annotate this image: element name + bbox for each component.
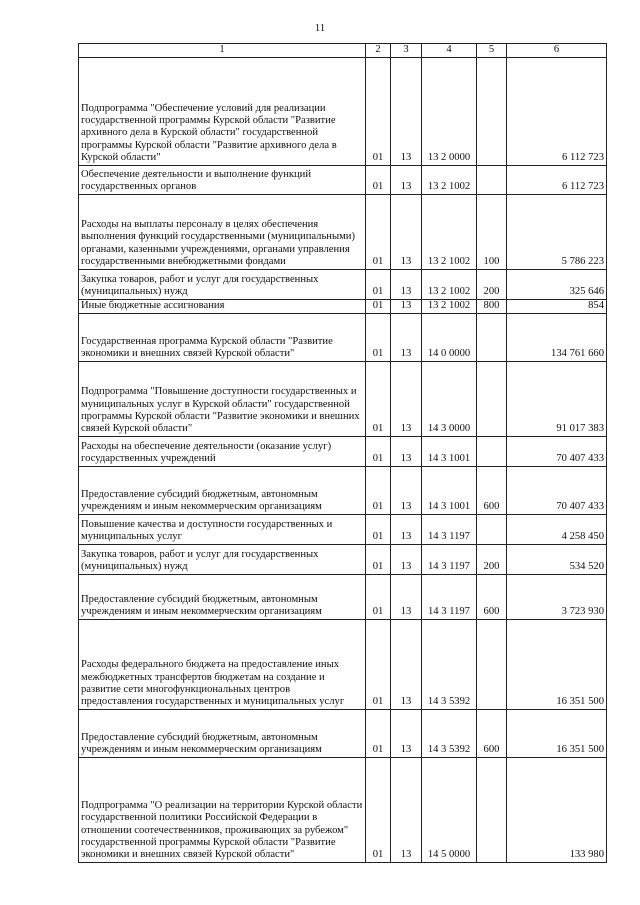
table-row: [79, 758, 607, 863]
row-amount: 4 258 450: [507, 515, 607, 545]
row-code-5: [477, 58, 507, 166]
table-row: [79, 300, 607, 314]
row-amount: 3 723 930: [507, 575, 607, 620]
row-code-3: 13: [391, 620, 422, 710]
table-row: [79, 515, 607, 545]
row-code-5: 200: [477, 545, 507, 575]
row-code-4: 13 2 1002: [422, 166, 477, 195]
row-code-4: 13 2 1002: [422, 270, 477, 300]
row-code-4: 14 3 1001: [422, 467, 477, 515]
row-name: Государственная программа Курской области "Развитие экономики и внешних связей Курской области": [79, 314, 366, 362]
table-row: [79, 58, 607, 166]
row-code-5: [477, 362, 507, 437]
row-code-5: [477, 166, 507, 195]
row-code-3: 13: [391, 58, 422, 166]
row-code-2: 01: [366, 467, 391, 515]
row-code-5: 800: [477, 300, 507, 314]
row-code-2: 01: [366, 195, 391, 270]
row-code-3: 13: [391, 575, 422, 620]
row-code-4: 14 3 5392: [422, 620, 477, 710]
row-code-4: 13 2 0000: [422, 58, 477, 166]
row-code-2: 01: [366, 362, 391, 437]
table-row: [79, 195, 607, 270]
column-header: 1: [79, 44, 366, 58]
row-code-2: 01: [366, 300, 391, 314]
table-row: [79, 710, 607, 758]
row-amount: 5 786 223: [507, 195, 607, 270]
row-code-5: 600: [477, 467, 507, 515]
row-amount: 91 017 383: [507, 362, 607, 437]
row-name: Расходы федерального бюджета на предоставление иных межбюджетных трансфертов бюджетам на создание и развитие сети многофункциональных центров предоставления государственных и муниципальных услуг: [79, 620, 366, 710]
table-row: [79, 362, 607, 437]
row-name: Иные бюджетные ассигнования: [79, 300, 366, 314]
row-code-3: 13: [391, 515, 422, 545]
row-name: Подпрограмма "Обеспечение условий для реализации государственной программы Курской области "Развитие архивного дела в Курской области" государственной программы Курской области "Развитие архивного дела в Курской области": [79, 58, 366, 166]
row-code-5: 600: [477, 710, 507, 758]
table-row: [79, 166, 607, 195]
row-code-3: 13: [391, 545, 422, 575]
row-code-5: 100: [477, 195, 507, 270]
table-row: [79, 575, 607, 620]
row-code-2: 01: [366, 758, 391, 863]
row-amount: 6 112 723: [507, 58, 607, 166]
row-code-4: 14 3 1197: [422, 575, 477, 620]
table-header-row: [79, 44, 607, 58]
row-code-3: 13: [391, 270, 422, 300]
row-code-2: 01: [366, 58, 391, 166]
row-code-3: 13: [391, 166, 422, 195]
row-amount: 16 351 500: [507, 620, 607, 710]
page-number: 11: [314, 22, 326, 34]
row-code-2: 01: [366, 575, 391, 620]
row-amount: 6 112 723: [507, 166, 607, 195]
budget-table: [78, 43, 607, 863]
row-code-3: 13: [391, 195, 422, 270]
row-code-3: 13: [391, 314, 422, 362]
row-code-5: 200: [477, 270, 507, 300]
row-code-2: 01: [366, 545, 391, 575]
table-row: [79, 545, 607, 575]
row-amount: 16 351 500: [507, 710, 607, 758]
table-row: [79, 437, 607, 467]
column-header: 5: [477, 44, 507, 58]
row-amount: 133 980: [507, 758, 607, 863]
row-code-3: 13: [391, 362, 422, 437]
column-header: 3: [391, 44, 422, 58]
row-code-3: 13: [391, 437, 422, 467]
row-code-5: [477, 620, 507, 710]
row-code-5: [477, 437, 507, 467]
row-code-2: 01: [366, 166, 391, 195]
column-header: 2: [366, 44, 391, 58]
row-name: Обеспечение деятельности и выполнение функций государственных органов: [79, 166, 366, 195]
row-code-5: 600: [477, 575, 507, 620]
row-code-2: 01: [366, 620, 391, 710]
row-code-4: 14 3 5392: [422, 710, 477, 758]
row-amount: 134 761 660: [507, 314, 607, 362]
row-name: Расходы на выплаты персоналу в целях обеспечения выполнения функций государственными (муниципальными) органами, казенными учреждениями, органами управления государственными внебюджетными фондами: [79, 195, 366, 270]
row-name: Предоставление субсидий бюджетным, автономным учреждениям и иным некоммерческим организациям: [79, 467, 366, 515]
row-code-2: 01: [366, 710, 391, 758]
row-code-5: [477, 758, 507, 863]
row-name: Подпрограмма "Повышение доступности государственных и муниципальных услуг в Курской области" государственной программы Курской области "Развитие экономики и внешних связей Курской области": [79, 362, 366, 437]
row-code-3: 13: [391, 467, 422, 515]
row-code-4: 14 5 0000: [422, 758, 477, 863]
row-code-4: 14 3 1197: [422, 515, 477, 545]
row-code-5: [477, 515, 507, 545]
row-code-4: 13 2 1002: [422, 300, 477, 314]
table-row: [79, 270, 607, 300]
row-name: Расходы на обеспечение деятельности (оказание услуг) государственных учреждений: [79, 437, 366, 467]
row-code-4: 14 3 1001: [422, 437, 477, 467]
table-row: [79, 314, 607, 362]
row-amount: 534 520: [507, 545, 607, 575]
row-name: Предоставление субсидий бюджетным, автономным учреждениям и иным некоммерческим организациям: [79, 575, 366, 620]
row-amount: 854: [507, 300, 607, 314]
row-name: Закупка товаров, работ и услуг для государственных (муниципальных) нужд: [79, 545, 366, 575]
row-code-2: 01: [366, 270, 391, 300]
table-row: [79, 467, 607, 515]
column-header: 6: [507, 44, 607, 58]
row-code-3: 13: [391, 710, 422, 758]
row-amount: 325 646: [507, 270, 607, 300]
row-code-2: 01: [366, 314, 391, 362]
row-name: Закупка товаров, работ и услуг для государственных (муниципальных) нужд: [79, 270, 366, 300]
row-name: Предоставление субсидий бюджетным, автономным учреждениям и иным некоммерческим организациям: [79, 710, 366, 758]
row-code-3: 13: [391, 758, 422, 863]
row-code-2: 01: [366, 437, 391, 467]
column-header: 4: [422, 44, 477, 58]
row-name: Подпрограмма "О реализации на территории Курской области государственной политики Российской Федерации в отношении соотечественников, проживающих за рубежом" государственной программы Курской области "Развитие экономики и внешних связей Курской области": [79, 758, 366, 863]
row-code-4: 14 3 1197: [422, 545, 477, 575]
table-row: [79, 620, 607, 710]
row-code-4: 14 0 0000: [422, 314, 477, 362]
row-name: Повышение качества и доступности государственных и муниципальных услуг: [79, 515, 366, 545]
row-code-3: 13: [391, 300, 422, 314]
row-amount: 70 407 433: [507, 437, 607, 467]
row-amount: 70 407 433: [507, 467, 607, 515]
row-code-5: [477, 314, 507, 362]
row-code-4: 13 2 1002: [422, 195, 477, 270]
row-code-4: 14 3 0000: [422, 362, 477, 437]
row-code-2: 01: [366, 515, 391, 545]
